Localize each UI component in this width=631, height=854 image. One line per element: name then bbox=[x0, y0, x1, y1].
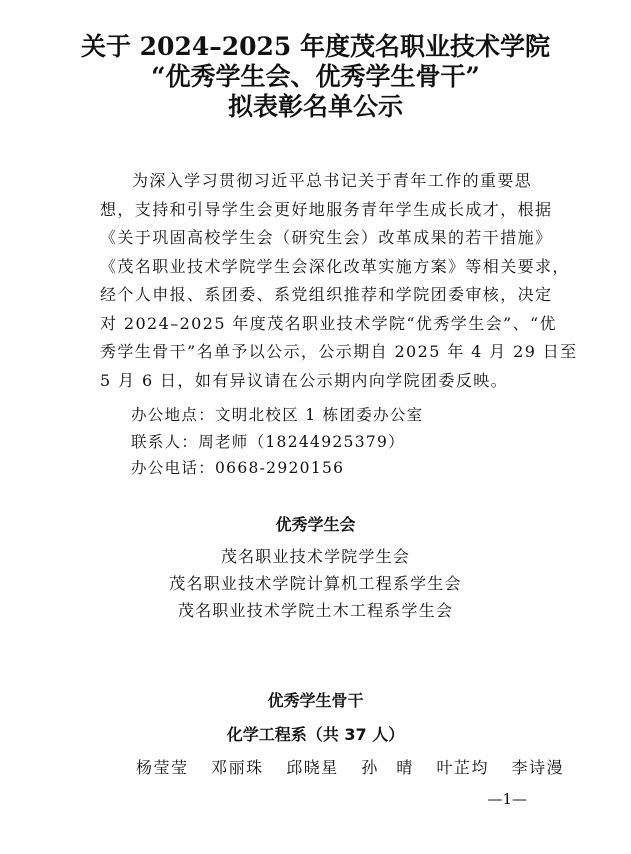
title-line-2: “优秀学生会、优秀学生骨干” bbox=[151, 62, 480, 91]
list-item: 李诗漫 bbox=[511, 758, 565, 777]
list-item: 邱晓星 bbox=[286, 758, 339, 777]
list-item: 茂名职业技术学院学生会 bbox=[220, 547, 411, 566]
contact-info bbox=[131, 402, 423, 482]
list-item: 孙 晴 bbox=[361, 758, 414, 777]
section-heading-excellent-union: 优秀学生会 bbox=[275, 515, 356, 534]
list-item: 叶芷均 bbox=[436, 758, 489, 777]
body-line: 《关于巩固高校学生会（研究生会）改革成果的若干措施》 bbox=[100, 228, 553, 247]
department-heading: 化学工程系（共 37 人） bbox=[226, 725, 405, 744]
title-line-3: 拟表彰名单公示 bbox=[227, 92, 403, 121]
list-item: 茂名职业技术学院土木工程系学生会 bbox=[177, 601, 454, 620]
body-line: 对 2024–2025 年度茂名职业技术学院“优秀学生会”、“优 bbox=[100, 313, 557, 333]
contact-person: 联系人：周老师（18244925379） bbox=[131, 432, 405, 451]
office-phone: 办公电话：0668-2920156 bbox=[131, 459, 345, 477]
title-line-1: 关于 2024–2025 年度茂名职业技术学院 bbox=[80, 32, 551, 61]
list-item: 茂名职业技术学院计算机工程系学生会 bbox=[169, 574, 462, 593]
body-line: 《茂名职业技术学院学生会深化改革实施方案》等相关要求， bbox=[100, 256, 570, 276]
cadre-names bbox=[136, 755, 580, 778]
body-line: 经个人申报、系团委、系党组织推荐和学院团委审核，决定 bbox=[100, 285, 553, 304]
body-line: 5 月 6 日，如有异议请在公示期内向学院团委反映。 bbox=[100, 370, 509, 390]
page-number: —1— bbox=[487, 790, 527, 808]
body-line: 秀学生骨干”名单予以公示，公示期自 2025 年 4 月 29 日至 bbox=[100, 342, 578, 361]
section-heading-excellent-cadre: 优秀学生骨干 bbox=[267, 691, 364, 710]
announcement-body bbox=[100, 167, 578, 395]
office-location: 办公地点：文明北校区 1 栋团委办公室 bbox=[131, 406, 424, 424]
excellent-union-list bbox=[0, 543, 631, 624]
body-line: 为深入学习贯彻习近平总书记关于青年工作的重要思 bbox=[132, 171, 533, 190]
list-item: 杨莹莹 bbox=[136, 758, 189, 777]
list-item: 邓丽珠 bbox=[211, 758, 264, 777]
body-line: 想，支持和引导学生会更好地服务青年学生成长成才，根据 bbox=[100, 199, 553, 219]
